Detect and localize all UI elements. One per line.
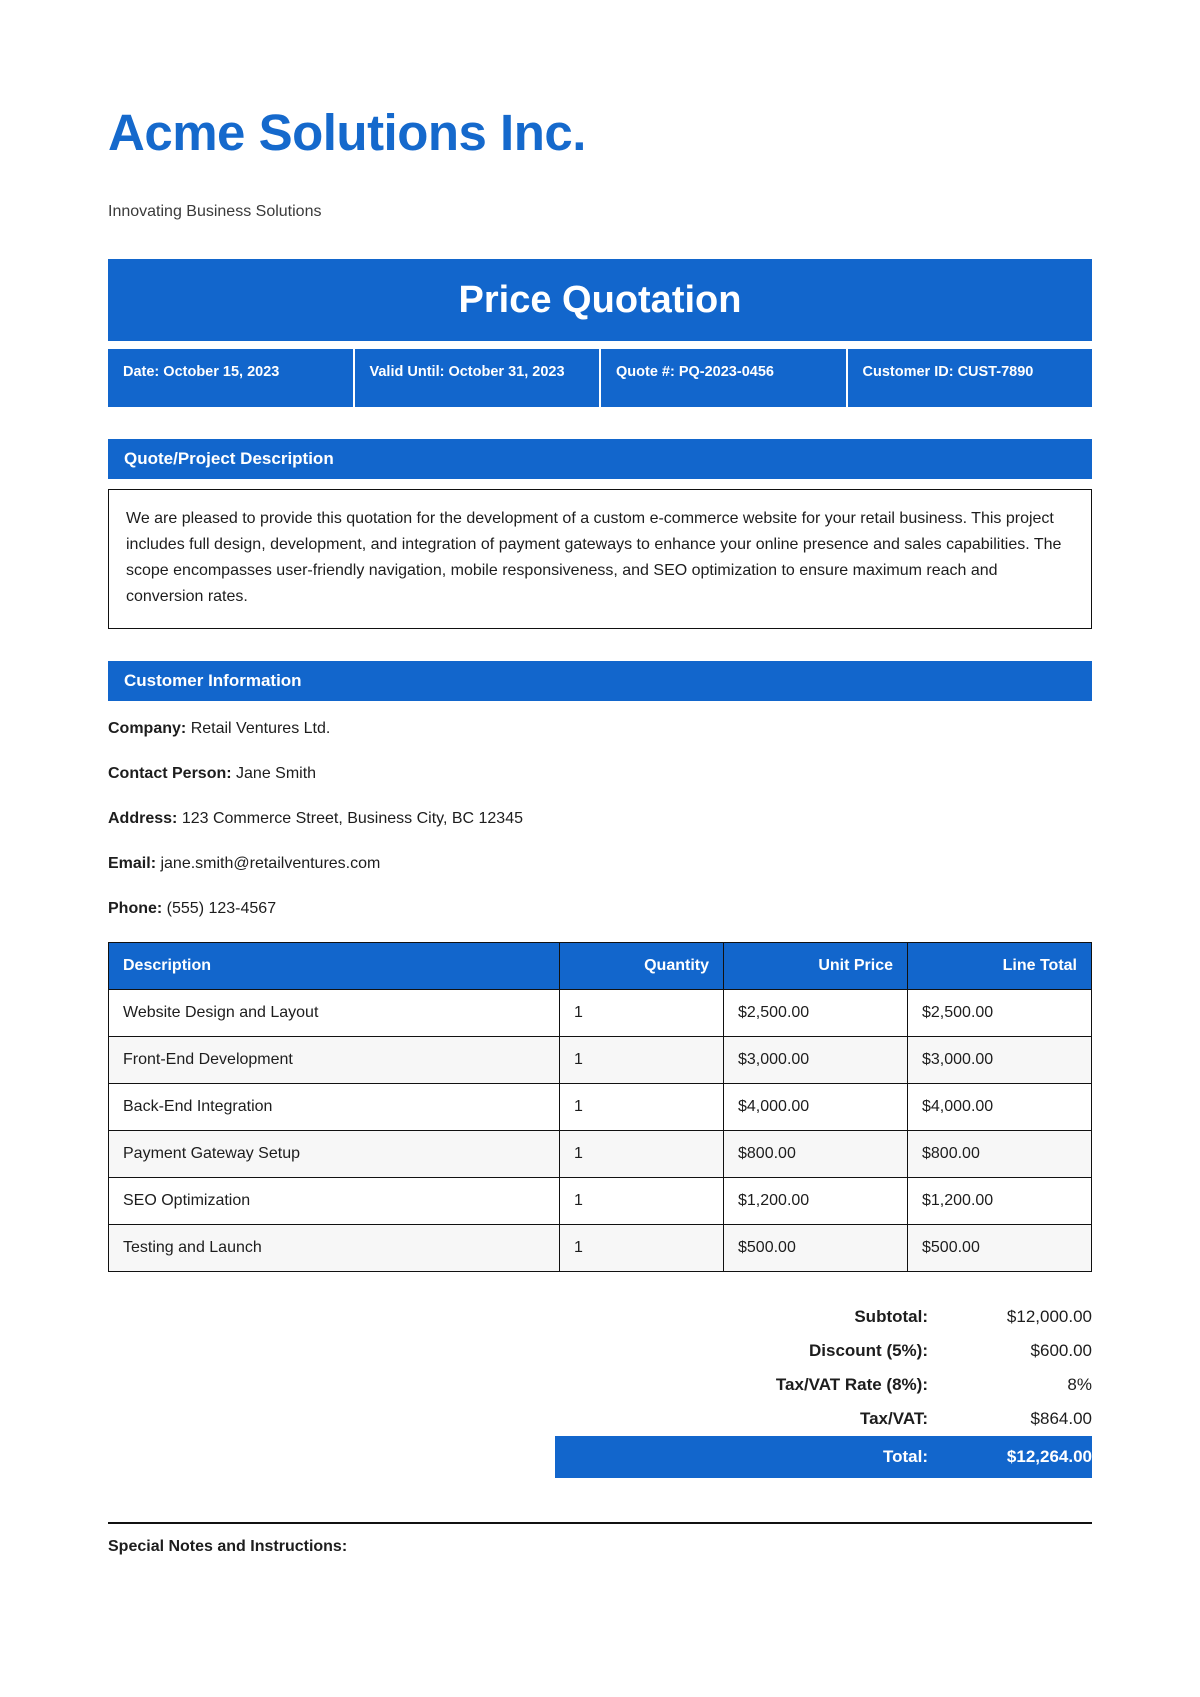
line-items-table-body <box>109 989 1092 1271</box>
document-title-banner <box>108 259 1092 341</box>
table-row <box>109 1036 1092 1083</box>
customer-field-phone-label: Phone: <box>108 899 163 917</box>
cell-quantity: 1 <box>560 1130 724 1177</box>
section-header-description: Quote/Project Description <box>108 439 1092 479</box>
cell-description: Website Design and Layout <box>109 989 560 1036</box>
totals-value-subtotal: $12,000.00 <box>1006 1306 1092 1326</box>
customer-field-contact-person-value: Jane Smith <box>236 764 317 782</box>
totals-row-tax <box>108 1402 1092 1436</box>
cell-unit-price: $800.00 <box>724 1130 908 1177</box>
cell-line-total: $2,500.00 <box>908 989 1092 1036</box>
totals-value-grand-total: $12,264.00 <box>1006 1446 1092 1466</box>
table-row <box>109 989 1092 1036</box>
totals-label-tax-rate: Tax/VAT Rate (8%): <box>775 1374 928 1394</box>
table-row <box>109 1224 1092 1271</box>
cell-description: Front-End Development <box>109 1036 560 1083</box>
company-tagline: Innovating Business Solutions <box>108 203 322 221</box>
cell-quantity: 1 <box>560 1224 724 1271</box>
line-items-table-head <box>109 942 1092 989</box>
meta-cell-quote-number: Quote #: PQ-2023-0456 <box>601 349 848 407</box>
meta-cell-customer-id: Customer ID: CUST-7890 <box>848 349 1093 407</box>
meta-cell-date: Date: October 15, 2023 <box>108 349 355 407</box>
totals-row-subtotal <box>108 1300 1092 1334</box>
customer-information-list <box>108 717 1092 921</box>
meta-cell-valid-until: Valid Until: October 31, 2023 <box>355 349 602 407</box>
section-header-customer-information: Customer Information <box>108 661 1092 701</box>
cell-unit-price: $2,500.00 <box>724 989 908 1036</box>
cell-unit-price: $3,000.00 <box>724 1036 908 1083</box>
totals-label-grand-total: Total: <box>882 1446 928 1466</box>
cell-line-total: $3,000.00 <box>908 1036 1092 1083</box>
special-notes-title: Special Notes and Instructions: <box>108 1537 348 1555</box>
column-header-unit-price: Unit Price <box>724 942 908 989</box>
totals-section <box>108 1300 1092 1478</box>
table-row <box>109 1177 1092 1224</box>
table-header-row <box>109 942 1092 989</box>
totals-label-tax: Tax/VAT: <box>859 1408 928 1428</box>
customer-field-phone <box>108 897 1092 921</box>
totals-value-tax-rate: 8% <box>1067 1374 1092 1394</box>
cell-quantity: 1 <box>560 1083 724 1130</box>
cell-description: Testing and Launch <box>109 1224 560 1271</box>
cell-line-total: $1,200.00 <box>908 1177 1092 1224</box>
customer-field-address-label: Address: <box>108 809 178 827</box>
cell-description: Payment Gateway Setup <box>109 1130 560 1177</box>
customer-field-email-label: Email: <box>108 854 157 872</box>
cell-unit-price: $4,000.00 <box>724 1083 908 1130</box>
document-title: Price Quotation <box>458 278 742 321</box>
customer-field-phone-value: (555) 123-4567 <box>166 899 277 917</box>
column-header-description: Description <box>109 942 560 989</box>
totals-row-discount <box>108 1334 1092 1368</box>
customer-field-company-value: Retail Ventures Ltd. <box>190 719 331 737</box>
totals-label-discount: Discount (5%): <box>809 1340 928 1360</box>
customer-field-email <box>108 852 1092 876</box>
customer-field-email-value: jane.smith@retailventures.com <box>160 854 381 872</box>
customer-field-company <box>108 717 1092 741</box>
customer-field-contact-person-label: Contact Person: <box>108 764 232 782</box>
cell-description: SEO Optimization <box>109 1177 560 1224</box>
cell-quantity: 1 <box>560 989 724 1036</box>
line-items-table <box>108 942 1092 1272</box>
cell-unit-price: $1,200.00 <box>724 1177 908 1224</box>
customer-field-address-value: 123 Commerce Street, Business City, BC 12345 <box>181 809 523 827</box>
cell-quantity: 1 <box>560 1177 724 1224</box>
cell-quantity: 1 <box>560 1036 724 1083</box>
cell-unit-price: $500.00 <box>724 1224 908 1271</box>
totals-label-subtotal: Subtotal: <box>854 1306 928 1326</box>
quote-meta-row <box>108 349 1092 407</box>
totals-row-tax-rate <box>108 1368 1092 1402</box>
project-description-text: We are pleased to provide this quotation for the development of a custom e-commerce website for your retail business. This project includes full design, development, and integration of payment gateways to enhance your online presence and sales capabilities. The scope encompasses user-friendly navigation, mobile responsiveness, and SEO optimization to ensure maximum reach and conversion rates. <box>108 489 1092 629</box>
customer-field-contact-person <box>108 762 1092 786</box>
column-header-quantity: Quantity <box>560 942 724 989</box>
cell-line-total: $4,000.00 <box>908 1083 1092 1130</box>
totals-value-tax: $864.00 <box>1030 1408 1092 1428</box>
totals-row-grand-total <box>555 1436 1092 1478</box>
customer-field-company-label: Company: <box>108 719 187 737</box>
cell-line-total: $500.00 <box>908 1224 1092 1271</box>
column-header-line-total: Line Total <box>908 942 1092 989</box>
totals-value-discount: $600.00 <box>1030 1340 1092 1360</box>
cell-description: Back-End Integration <box>109 1083 560 1130</box>
cell-line-total: $800.00 <box>908 1130 1092 1177</box>
company-name: Acme Solutions Inc. <box>108 104 586 161</box>
table-row <box>109 1130 1092 1177</box>
customer-field-address <box>108 807 1092 831</box>
table-row <box>109 1083 1092 1130</box>
